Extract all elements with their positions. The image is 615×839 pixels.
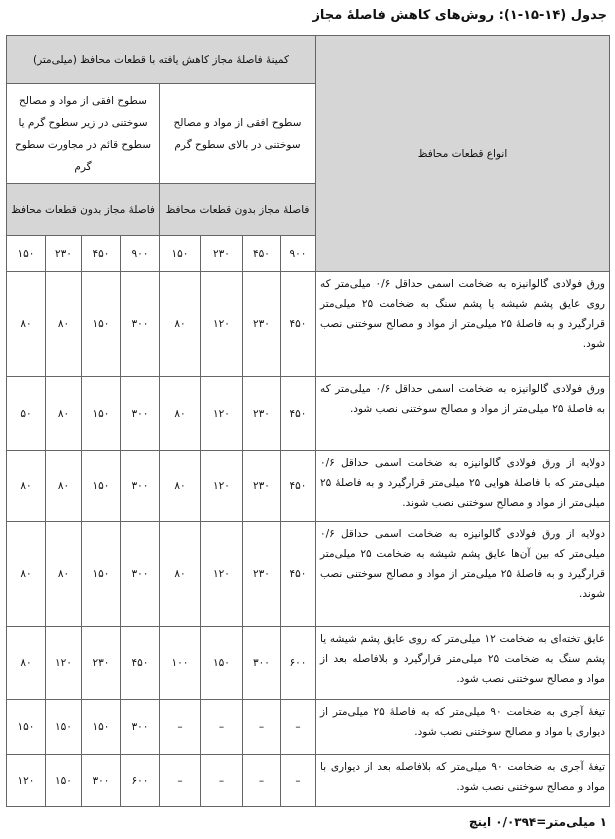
above-clearance-value: ۴۵۰ bbox=[281, 377, 316, 451]
protector-description: دولایه از ورق فولادی گالوانیزه به ضخامت اسمی حداقل ۰/۶ میلی‌متر که با فاصلهٔ هوایی ۲۵ میلی‌متر قرارگیرد و به فاصلهٔ ۲۵ میلی‌متر از مواد و مصالح سوختنی نصب شوند. bbox=[316, 451, 610, 522]
protector-description: تیغهٔ آجری به ضخامت ۹۰ میلی‌متر که به فاصلهٔ ۲۵ میلی‌متر از دیواری با مواد و مصالح سوختنی نصب شود. bbox=[316, 700, 610, 755]
below-clearance-value: ۳۰۰ bbox=[121, 451, 160, 522]
above-clearance-value: ۱۲۰ bbox=[201, 272, 243, 377]
below-clearance-value: ۵۰ bbox=[7, 377, 46, 451]
table-row bbox=[7, 522, 610, 627]
below-clearance-value: ۸۰ bbox=[46, 451, 82, 522]
above-clearance-value: – bbox=[160, 755, 201, 807]
above-clearance-value: ۳۰۰ bbox=[243, 627, 281, 700]
below-clearance-value: ۱۵۰ bbox=[46, 755, 82, 807]
above-clearance-value: ۲۳۰ bbox=[243, 377, 281, 451]
below-distance-header: فاصلهٔ مجاز بدون قطعات محافظ bbox=[7, 184, 160, 236]
above-clearance-value: ۲۳۰ bbox=[243, 272, 281, 377]
below-clearance-value: ۳۰۰ bbox=[121, 377, 160, 451]
below-clearance-value: ۲۳۰ bbox=[82, 627, 121, 700]
above-clearance-value: – bbox=[160, 700, 201, 755]
below-clearance-value: ۳۰۰ bbox=[82, 755, 121, 807]
table-row bbox=[7, 451, 610, 522]
above-clearance-value: ۱۵۰ bbox=[201, 627, 243, 700]
below-clearance-value: ۳۰۰ bbox=[121, 700, 160, 755]
below-clearance-value: ۳۰۰ bbox=[121, 522, 160, 627]
above-clearance-value: ۱۲۰ bbox=[201, 522, 243, 627]
above-clearance-value: – bbox=[281, 755, 316, 807]
below-clearance-value: ۸۰ bbox=[7, 451, 46, 522]
above-clearance-value: ۸۰ bbox=[160, 522, 201, 627]
table-row bbox=[7, 377, 610, 451]
clearance-table bbox=[6, 35, 610, 807]
distance-column-header: ۲۳۰ bbox=[46, 236, 82, 272]
below-clearance-value: ۱۵۰ bbox=[46, 700, 82, 755]
below-clearance-value: ۸۰ bbox=[7, 272, 46, 377]
above-clearance-value: ۱۲۰ bbox=[201, 377, 243, 451]
above-clearance-value: ۴۵۰ bbox=[281, 272, 316, 377]
above-clearance-value: – bbox=[201, 700, 243, 755]
below-clearance-value: ۸۰ bbox=[46, 272, 82, 377]
below-clearance-value: ۸۰ bbox=[7, 522, 46, 627]
below-clearance-value: ۸۰ bbox=[7, 627, 46, 700]
below-clearance-value: ۸۰ bbox=[46, 377, 82, 451]
table-row bbox=[7, 700, 610, 755]
below-clearance-value: ۱۲۰ bbox=[7, 755, 46, 807]
below-clearance-value: ۱۵۰ bbox=[82, 522, 121, 627]
distance-column-header: ۱۵۰ bbox=[7, 236, 46, 272]
above-clearance-value: – bbox=[201, 755, 243, 807]
above-clearance-value: – bbox=[243, 700, 281, 755]
distance-column-header: ۹۰۰ bbox=[281, 236, 316, 272]
table-title: جدول (۱۴-۱۵-۱): روش‌های کاهش فاصلهٔ مجاز bbox=[312, 8, 607, 23]
above-distance-header: فاصلهٔ مجاز بدون قطعات محافظ bbox=[160, 184, 316, 236]
table-row bbox=[7, 627, 610, 700]
above-clearance-value: ۱۲۰ bbox=[201, 451, 243, 522]
below-clearance-value: ۶۰۰ bbox=[121, 755, 160, 807]
distance-column-header: ۲۳۰ bbox=[201, 236, 243, 272]
below-clearance-value: ۱۵۰ bbox=[82, 451, 121, 522]
above-clearance-value: – bbox=[243, 755, 281, 807]
above-clearance-value: ۸۰ bbox=[160, 377, 201, 451]
protector-description: عایق تخته‌ای به ضخامت ۱۲ میلی‌متر که روی عایق پشم شیشه یا پشم سنگ به ضخامت ۲۵ میلی‌متر قرارگیرد و بلافاصله بعد از مواد و مصالح سوختنی نصب شود. bbox=[316, 627, 610, 700]
above-clearance-value: ۴۵۰ bbox=[281, 522, 316, 627]
below-clearance-value: ۳۰۰ bbox=[121, 272, 160, 377]
below-clearance-value: ۱۵۰ bbox=[82, 377, 121, 451]
protector-description: ورق فولادی گالوانیزه به ضخامت اسمی حداقل ۰/۶ میلی‌متر که به فاصلهٔ ۲۵ میلی‌متر از مواد و مصالح سوختنی نصب شود. bbox=[316, 377, 610, 451]
protector-description: تیغهٔ آجری به ضخامت ۹۰ میلی‌متر که بلافاصله بعد از دیواری با مواد و مصالح سوختنی نصب شود. bbox=[316, 755, 610, 807]
below-clearance-value: ۱۵۰ bbox=[82, 700, 121, 755]
above-clearance-value: ۴۵۰ bbox=[281, 451, 316, 522]
above-clearance-value: ۲۳۰ bbox=[243, 451, 281, 522]
above-clearance-value: ۶۰۰ bbox=[281, 627, 316, 700]
above-clearance-value: – bbox=[281, 700, 316, 755]
below-clearance-value: ۱۲۰ bbox=[46, 627, 82, 700]
below-surfaces-header: سطوح افقی از مواد و مصالح سوختنی در زیر سطوح گرم یا سطوح قائم در مجاورت سطوح گرم bbox=[7, 84, 160, 184]
above-clearance-value: ۸۰ bbox=[160, 272, 201, 377]
distance-column-header: ۱۵۰ bbox=[160, 236, 201, 272]
below-clearance-value: ۴۵۰ bbox=[121, 627, 160, 700]
distance-column-header: ۹۰۰ bbox=[121, 236, 160, 272]
above-surfaces-header: سطوح افقی از مواد و مصالح سوختنی در بالای سطوح گرم bbox=[160, 84, 316, 184]
protector-description: ورق فولادی گالوانیزه به ضخامت اسمی حداقل ۰/۶ میلی‌متر که روی عایق پشم شیشه یا پشم سنگ به ضخامت ۲۵ میلی‌متر قرارگیرد و به فاصلهٔ ۲۵ میلی‌متر از مواد و مصالح سوختنی نصب شود. bbox=[316, 272, 610, 377]
protector-description: دولایه از ورق فولادی گالوانیزه به ضخامت اسمی حداقل ۰/۶ میلی‌متر که بین آن‌ها عایق پشم شیشه به ضخامت ۲۵ میلی‌متر قرارگیرد و به فاصلهٔ ۲۵ میلی‌متر از مواد و مصالح سوختنی نصب شوند. bbox=[316, 522, 610, 627]
distance-column-header: ۴۵۰ bbox=[243, 236, 281, 272]
above-clearance-value: ۲۳۰ bbox=[243, 522, 281, 627]
footnote: ۱ میلی‌متر=۰/۰۳۹۴ اینچ bbox=[468, 815, 607, 829]
above-clearance-value: ۱۰۰ bbox=[160, 627, 201, 700]
table-row bbox=[7, 755, 610, 807]
below-clearance-value: ۸۰ bbox=[46, 522, 82, 627]
protector-type-header: انواع قطعات محافظ bbox=[316, 36, 610, 272]
above-clearance-value: ۸۰ bbox=[160, 451, 201, 522]
table-row bbox=[7, 272, 610, 377]
below-clearance-value: ۱۵۰ bbox=[7, 700, 46, 755]
distance-column-header: ۴۵۰ bbox=[82, 236, 121, 272]
below-clearance-value: ۱۵۰ bbox=[82, 272, 121, 377]
reduced-clearance-header: کمینهٔ فاصلهٔ مجاز کاهش یافته با قطعات محافظ (میلی‌متر) bbox=[7, 36, 316, 84]
